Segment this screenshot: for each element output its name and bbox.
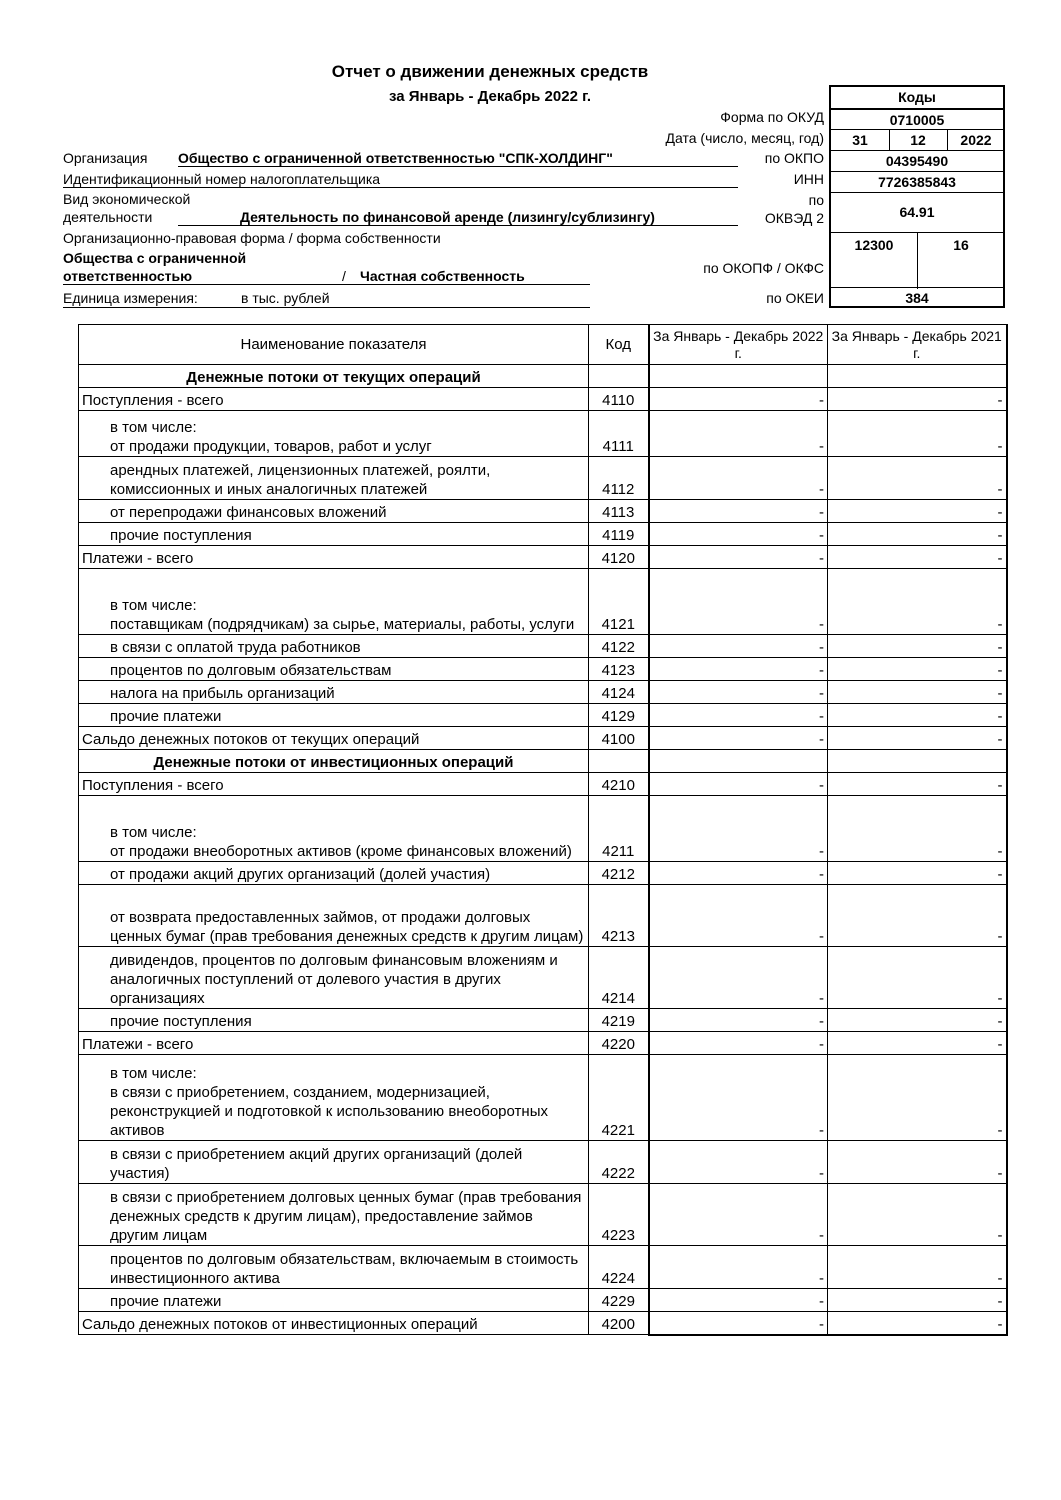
row-name: в том числе: поставщикам (подрядчикам) за сырье, материалы, работы, услуги [79,569,589,635]
inn-label: ИНН [793,171,824,187]
row-name: прочие платежи [79,704,589,727]
codes-title: Коды [898,89,936,105]
table-row [79,681,1007,704]
table-row [79,411,1007,457]
value-2021: - [828,947,1007,1009]
okopf-okfs-row [831,232,1003,289]
value-2021: - [828,796,1007,862]
value-2021: - [828,1246,1007,1289]
value-2022: - [649,727,828,750]
value-2022: - [649,658,828,681]
row-code: 4111 [589,411,649,457]
row-name: прочие поступления [79,1009,589,1032]
value-2022: - [649,546,828,569]
table-row [79,1246,1007,1289]
row-name: Сальдо денежных потоков от инвестиционных операций [79,1312,589,1335]
row-code: 4119 [589,523,649,546]
row-code: 4120 [589,546,649,569]
table-row [79,569,1007,635]
date-day: 31 [852,132,868,148]
col-name-header: Наименование показателя [79,325,589,365]
table-row [79,947,1007,1009]
okei-label: по ОКЕИ [766,290,824,306]
row-code: 4224 [589,1246,649,1289]
value-2022: - [649,947,828,1009]
row-code: 4214 [589,947,649,1009]
row-code [589,365,649,388]
row-name: от продажи акций других организаций (долей участия) [79,862,589,885]
value-2022 [649,365,828,388]
value-2022: - [649,1055,828,1141]
row-name: в связи с приобретением акций других организаций (долей участия) [79,1141,589,1184]
value-2021: - [828,569,1007,635]
date-label: Дата (число, месяц, год) [665,130,824,146]
value-2021: - [828,1289,1007,1312]
value-2021: - [828,658,1007,681]
col-2021-header: За Январь - Декабрь 2021 г. [828,325,1007,365]
value-2022: - [649,1246,828,1289]
row-code: 4210 [589,773,649,796]
unit-label: Единица измерения: [63,290,198,306]
value-2022: - [649,569,828,635]
value-2021: - [828,457,1007,500]
row-code [589,750,649,773]
row-name: процентов по долговым обязательствам [79,658,589,681]
value-2022: - [649,457,828,500]
value-2022: - [649,773,828,796]
row-name: Сальдо денежных потоков от текущих операций [79,727,589,750]
table-row [79,1141,1007,1184]
table-header-row [79,325,1007,365]
row-code: 4219 [589,1009,649,1032]
value-2021: - [828,727,1007,750]
row-code: 4212 [589,862,649,885]
date-code-row [831,129,1003,151]
legal-form-label: Организационно-правовая форма / форма собственности [63,230,441,246]
row-name: арендных платежей, лицензионных платежей, роялти, комиссионных и иных аналогичных платежей [79,457,589,500]
row-code: 4124 [589,681,649,704]
table-row [79,727,1007,750]
table-row [79,388,1007,411]
row-code: 4229 [589,1289,649,1312]
value-2021: - [828,546,1007,569]
okud-code: 0710005 [831,108,1003,131]
value-2022: - [649,523,828,546]
unit-value: в тыс. рублей [241,290,330,306]
report-title: Отчет о движении денежных средств [331,62,649,81]
table-row [79,1055,1007,1141]
value-2021 [828,750,1007,773]
section-heading: Денежные потоки от текущих операций [79,365,589,388]
row-name: Поступления - всего [79,388,589,411]
value-2022: - [649,862,828,885]
org-label: Организация [63,150,148,166]
row-name: в связи с оплатой труда работников [79,635,589,658]
row-name: Платежи - всего [79,1032,589,1055]
value-2022: - [649,1032,828,1055]
row-code: 4121 [589,569,649,635]
value-2021: - [828,773,1007,796]
table-row [79,635,1007,658]
activity-label-2: деятельности [63,209,153,225]
row-name: дивидендов, процентов по долговым финансовым вложениям и аналогичных поступлений от долевого участия в других организациях [79,947,589,1009]
value-2022: - [649,885,828,947]
row-code: 4129 [589,704,649,727]
okei-code: 384 [831,287,1003,309]
value-2021: - [828,523,1007,546]
table-row [79,862,1007,885]
table-row [79,500,1007,523]
value-2021: - [828,388,1007,411]
section-heading: Денежные потоки от инвестиционных операций [79,750,589,773]
row-name: процентов по долговым обязательствам, включаемым в стоимость инвестиционного актива [79,1246,589,1289]
table-row [79,457,1007,500]
cash-flow-table [78,324,1008,1336]
inn-code: 7726385843 [831,171,1003,193]
row-name: от возврата предоставленных займов, от продажи долговых ценных бумаг (прав требования денежных средств к другим лицам) [79,885,589,947]
legal-form-line [63,268,590,285]
date-month: 12 [910,132,926,148]
table-row [79,1312,1007,1335]
okopf-code: 12300 [854,237,894,253]
table-row [79,658,1007,681]
okpo-code: 04395490 [831,150,1003,172]
inn-row-label: Идентификационный номер налогоплательщика [63,171,738,188]
value-2021: - [828,885,1007,947]
table-row [79,1009,1007,1032]
row-code: 4213 [589,885,649,947]
table-row [79,885,1007,947]
value-2022: - [649,1184,828,1246]
activity-value: Деятельность по финансовой аренде (лизингу/сублизингу) [178,209,738,226]
row-name: прочие поступления [79,523,589,546]
row-name: Платежи - всего [79,546,589,569]
row-code: 4223 [589,1184,649,1246]
row-code: 4123 [589,658,649,681]
col-2022-header: За Январь - Декабрь 2022 г. [649,325,828,365]
value-2022: - [649,681,828,704]
value-2022: - [649,500,828,523]
org-value: Общество с ограниченной ответственностью "СПК-ХОЛДИНГ" [178,150,738,167]
row-code: 4113 [589,500,649,523]
value-2022 [649,750,828,773]
value-2022: - [649,635,828,658]
legal-form-slash: / [342,268,346,284]
row-code: 4112 [589,457,649,500]
row-name: от перепродажи финансовых вложений [79,500,589,523]
value-2022: - [649,1289,828,1312]
value-2021: - [828,1312,1007,1335]
row-name: в том числе: от продажи продукции, товаров, работ и услуг [79,411,589,457]
value-2022: - [649,1312,828,1335]
value-2022: - [649,1141,828,1184]
report-period: за Январь - Декабрь 2022 г. [388,88,592,105]
okved-label-top: по [808,192,824,208]
row-code: 4100 [589,727,649,750]
col-code-header: Код [589,325,649,365]
row-name: в том числе: от продажи внеоборотных активов (кроме финансовых вложений) [79,796,589,862]
table-row [79,1032,1007,1055]
table-row [79,704,1007,727]
table-row [79,365,1007,388]
okved-label: ОКВЭД 2 [764,210,824,226]
okud-label: Форма по ОКУД [720,109,824,125]
value-2021: - [828,1009,1007,1032]
table-row [79,796,1007,862]
value-2021: - [828,635,1007,658]
row-name: в том числе: в связи с приобретением, созданием, модернизацией, реконструкцией и подготовкой к использованию внеоборотных активов [79,1055,589,1141]
legal-form-value-2: ответственностью [63,268,193,284]
value-2021: - [828,411,1007,457]
row-code: 4122 [589,635,649,658]
value-2022: - [649,704,828,727]
value-2021: - [828,500,1007,523]
row-name: налога на прибыль организаций [79,681,589,704]
value-2021: - [828,681,1007,704]
value-2022: - [649,388,828,411]
table-row [79,523,1007,546]
value-2021: - [828,862,1007,885]
date-year: 2022 [960,132,992,148]
row-name: прочие платежи [79,1289,589,1312]
value-2021: - [828,1055,1007,1141]
unit-underline [63,307,590,308]
row-code: 4211 [589,796,649,862]
legal-form-value-1: Общества с ограниченной [63,250,247,266]
table-row [79,1184,1007,1246]
activity-label-1: Вид экономической [63,191,191,207]
okfs-code: 16 [953,237,969,253]
table-row [79,1289,1007,1312]
value-2021: - [828,1032,1007,1055]
row-code: 4220 [589,1032,649,1055]
value-2021: - [828,704,1007,727]
row-code: 4221 [589,1055,649,1141]
table-row [79,750,1007,773]
ownership-value: Частная собственность [360,268,525,284]
row-name: в связи с приобретением долговых ценных бумаг (прав требования денежных средств к другим лицам), предоставление займов другим лицам [79,1184,589,1246]
table-body [79,365,1007,1335]
okopf-label: по ОКОПФ / ОКФС [703,260,824,276]
value-2022: - [649,1009,828,1032]
row-name: Поступления - всего [79,773,589,796]
row-code: 4110 [589,388,649,411]
value-2021: - [828,1184,1007,1246]
row-code: 4222 [589,1141,649,1184]
value-2021 [828,365,1007,388]
row-code: 4200 [589,1312,649,1335]
okpo-label: по ОКПО [764,150,824,166]
okved-code: 64.91 [831,192,1003,233]
value-2022: - [649,796,828,862]
codes-box [829,85,1005,308]
value-2022: - [649,411,828,457]
value-2021: - [828,1141,1007,1184]
table-row [79,546,1007,569]
table-row [79,773,1007,796]
